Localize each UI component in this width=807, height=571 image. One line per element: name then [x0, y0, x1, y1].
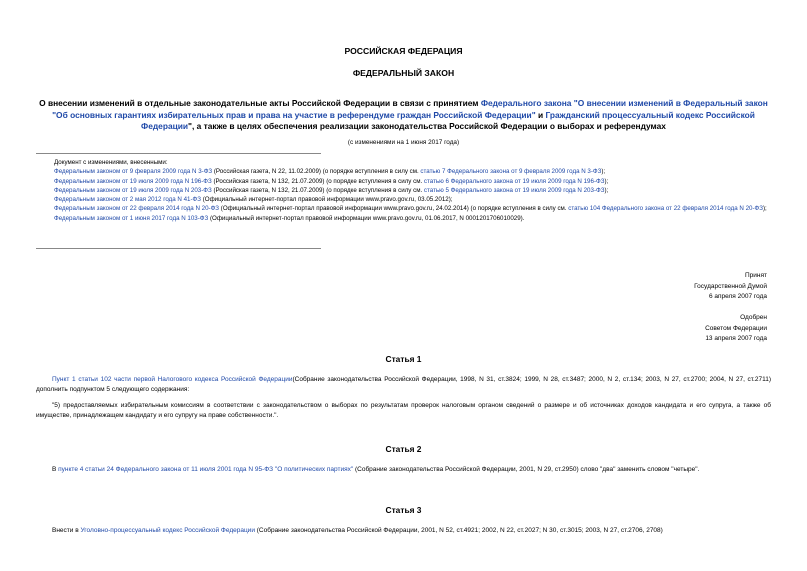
change-tail: ); — [604, 177, 609, 185]
article-1-heading: Статья 1 — [385, 354, 422, 364]
adoption-line: Государственной Думой — [694, 282, 767, 290]
article-1-paragraph — [36, 375, 771, 395]
article-3-heading: Статья 3 — [385, 505, 422, 515]
country-heading: РОССИЙСКАЯ ФЕДЕРАЦИЯ — [344, 46, 463, 56]
change-link-effective[interactable]: статью 104 Федерального закона от 22 февраля 2014 года N 20-ФЗ — [568, 205, 763, 213]
adoption-date: 6 апреля 2007 года — [708, 293, 767, 300]
change-link[interactable]: Федеральным законом от 1 июня 2017 года N 103-ФЗ — [54, 214, 209, 222]
change-link[interactable]: Федеральным законом от 22 февраля 2014 года N 20-ФЗ — [54, 205, 220, 213]
approval-line: Одобрен — [740, 314, 767, 321]
article-3-pre: Внести в — [52, 527, 81, 534]
article-2-pre: В — [52, 466, 59, 473]
change-link[interactable]: Федеральным законом от 19 июля 2009 года N 196-ФЗ — [54, 177, 212, 185]
change-text: (Официальный интернет-портал правовой информации www.pravo.gov.ru, 24.02.2014) (о порядке вступления в силу см. — [219, 205, 569, 213]
changes-intro: Документ с изменениями, внесенными: — [54, 159, 168, 166]
change-text: (Российская газета, N 132, 21.07.2009) (о порядке вступления в силу см. — [211, 186, 424, 194]
change-link[interactable]: Федеральным законом от 9 февраля 2009 года N 3-ФЗ — [54, 168, 213, 176]
divider-bottom — [36, 248, 321, 249]
change-item — [36, 214, 776, 223]
article-2-link[interactable]: пункте 4 статьи 24 Федерального закона от 11 июля 2001 года N 95-ФЗ "О политических партиях" — [58, 466, 354, 473]
article-3-link[interactable]: Уголовно-процессуальный кодекс Российской Федерации — [80, 527, 255, 534]
change-tail: ); — [604, 186, 609, 194]
adoption-block — [567, 271, 767, 303]
change-link[interactable]: Федеральным законом от 19 июля 2009 года N 203-ФЗ — [54, 186, 212, 194]
title-text-2: и — [535, 109, 546, 120]
change-text: (Российская газета, N 132, 21.07.2009) (о порядке вступления в силу см. — [211, 177, 424, 185]
changes-list — [36, 158, 776, 223]
title-text-1: О внесении изменений в отдельные законодательные акты Российской Федерации в связи с принятием — [39, 98, 481, 108]
change-tail: ); — [601, 168, 606, 176]
law-type-heading: ФЕДЕРАЛЬНЫЙ ЗАКОН — [352, 68, 455, 78]
change-item — [36, 177, 776, 186]
article-3-paragraph — [36, 526, 771, 536]
article-2-paragraph — [36, 465, 771, 475]
divider-top — [36, 153, 321, 154]
approval-block — [567, 313, 767, 345]
article-2-heading: Статья 2 — [385, 444, 422, 454]
article-1-quote-text: "5) предоставляемых избирательным комиссиям в соответствии с законодательством о выборах по результатам проверок налоговым органом сведений о размере и об источниках доходов кандидата и его супруга, а также об имуществе, принадлежащем кандидату и его супругу на праве собственности.". — [36, 402, 771, 419]
change-tail: ); — [762, 205, 767, 213]
article-1-quote — [36, 401, 771, 421]
change-text: (Официальный интернет-портал правовой информации www.pravo.gov.ru, 03.05.2012); — [200, 196, 453, 204]
adoption-line: Принят — [744, 272, 767, 279]
change-text: (Российская газета, N 22, 11.02.2009) (о порядке вступления в силу см. — [212, 168, 421, 176]
law-title — [36, 98, 771, 133]
revision-note: (с изменениями на 1 июня 2017 года) — [347, 139, 460, 146]
approval-date: 13 апреля 2007 года — [705, 335, 767, 342]
change-item — [36, 186, 776, 195]
title-link-civil-code[interactable]: Гражданский процессуальный кодекс Российской Федерации — [141, 109, 755, 131]
change-item — [36, 167, 776, 176]
approval-line: Советом Федерации — [705, 324, 767, 332]
change-link-effective[interactable]: статью 5 Федерального закона от 19 июля 2009 года N 203-ФЗ — [423, 186, 605, 194]
change-item — [36, 195, 776, 204]
change-link-effective[interactable]: статью 7 Федерального закона от 9 февраля 2009 года N 3-ФЗ — [420, 168, 602, 176]
article-1-text: (Собрание законодательства Российской Федерации, 1998, N 31, ст.3824; 1999, N 28, ст.3487; 2000, N 2, ст.134; 2003, N 27, ст.2700; 2004, N 27, ст.2711) дополнить подпунктом 5 следующего содержания: — [36, 376, 772, 393]
change-text: (Официальный интернет-портал правовой информации www.pravo.gov.ru, 01.06.2017, N 0001201706010029). — [208, 214, 525, 222]
title-link-federal-law[interactable]: Федерального закона "О внесении изменений в Федеральный закон "Об основных гарантиях избирательных прав и права на участие в референдуме граждан Российской Федерации" — [52, 98, 768, 120]
change-link-effective[interactable]: статью 6 Федерального закона от 19 июля 2009 года N 196-ФЗ — [423, 177, 605, 185]
change-item — [36, 204, 776, 213]
article-3-text: (Собрание законодательства Российской Федерации, 2001, N 52, ст.4921; 2002, N 22, ст.2027; N 30, ст.3015; 2003, N 27, ст.2706, 2708) — [254, 527, 663, 534]
title-text-3: ", а также в целях обеспечения реализации законодательства Российской Федерации о выборах и референдумах — [188, 121, 666, 131]
article-1-link[interactable]: Пункт 1 статьи 102 части первой Налогового кодекса Российской Федерации — [52, 376, 293, 383]
article-2-text: (Собрание законодательства Российской Федерации, 2001, N 29, ст.2950) слово "два" заменить словом "четыре". — [353, 466, 700, 473]
change-link[interactable]: Федеральным законом от 2 мая 2012 года N 41-ФЗ — [54, 196, 201, 204]
